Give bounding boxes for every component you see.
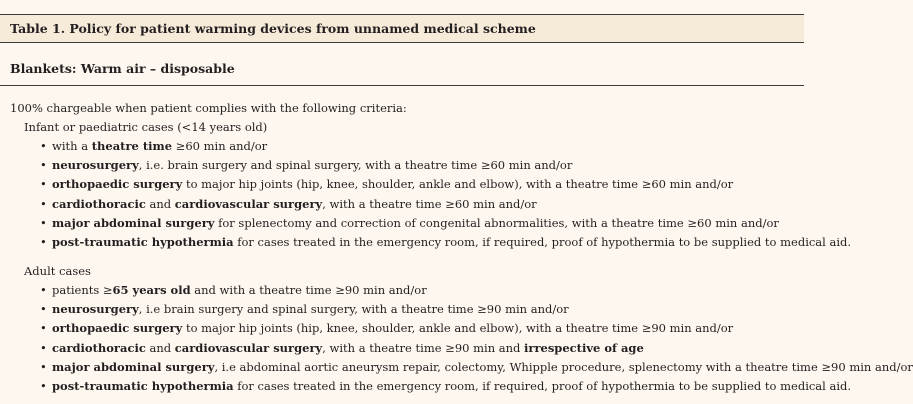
criteria-keyword: cardiovascular surgery	[174, 340, 323, 355]
adult-criteria-list	[0, 283, 913, 398]
paediatric-criteria-list	[0, 139, 851, 254]
table-title-bar	[0, 14, 804, 43]
bullet-icon: •	[40, 359, 47, 374]
bullet-icon: •	[40, 234, 47, 249]
criteria-text: for splenectomy and correction of congenital abnormalities, with a theatre time ≥60 min and/or	[214, 215, 779, 230]
group-heading-adult: Adult cases	[24, 264, 91, 278]
criteria-item	[0, 177, 851, 196]
bullet-icon: •	[40, 177, 47, 192]
bullet-icon: •	[40, 283, 47, 297]
bullet-icon: •	[40, 378, 47, 393]
criteria-keyword: cardiovascular surgery	[174, 196, 323, 211]
criteria-keyword: 65 years old	[112, 283, 191, 297]
criteria-item	[0, 139, 851, 158]
criteria-item	[0, 341, 913, 360]
criteria-keyword: cardiothoracic	[52, 340, 146, 355]
group-heading-paediatric: Infant or paediatric cases (<14 years old)	[24, 120, 268, 134]
table-title: Table 1. Policy for patient warming devices from unnamed medical scheme	[10, 21, 536, 36]
criteria-keyword: orthopaedic surgery	[52, 177, 183, 192]
bullet-icon: •	[40, 196, 47, 211]
criteria-keyword: neurosurgery	[52, 158, 139, 173]
section-heading: Blankets: Warm air – disposable	[10, 61, 235, 76]
bullet-icon: •	[40, 321, 47, 336]
criteria-item	[0, 235, 851, 254]
criteria-text: patients ≥	[52, 283, 113, 297]
criteria-text: for cases treated in the emergency room, if required, proof of hypothermia to be supplied to medical aid.	[233, 378, 852, 393]
criteria-text: , i.e. brain surgery and spinal surgery, with a theatre time ≥60 min and/or	[138, 158, 573, 173]
criteria-keyword: post-traumatic hypothermia	[52, 234, 234, 249]
section-divider	[0, 85, 804, 86]
criteria-keyword: theatre time	[91, 139, 173, 153]
criteria-text: ≥60 min and/or	[172, 139, 268, 153]
criteria-item	[0, 321, 913, 340]
criteria-keyword: cardiothoracic	[52, 196, 146, 211]
criteria-text: to major hip joints (hip, knee, shoulder, ankle and elbow), with a theatre time ≥90 min and/or	[182, 321, 734, 336]
criteria-text: , with a theatre time ≥60 min and/or	[322, 196, 537, 211]
criteria-keyword: post-traumatic hypothermia	[52, 378, 234, 393]
bullet-icon: •	[40, 215, 47, 230]
criteria-keyword: irrespective of age	[524, 340, 644, 355]
criteria-text: , i.e abdominal aortic aneurysm repair, colectomy, Whipple procedure, splenectomy with a theatre time ≥90 min and/or	[214, 359, 913, 374]
bullet-icon: •	[40, 158, 47, 173]
criteria-item	[0, 158, 851, 177]
criteria-keyword: neurosurgery	[52, 302, 139, 317]
criteria-keyword: major abdominal surgery	[52, 359, 215, 374]
bullet-icon: •	[40, 302, 47, 317]
criteria-keyword: major abdominal surgery	[52, 215, 215, 230]
criteria-item	[0, 216, 851, 235]
criteria-item	[0, 302, 913, 321]
criteria-text: for cases treated in the emergency room, if required, proof of hypothermia to be supplied to medical aid.	[233, 234, 852, 249]
bullet-icon: •	[40, 139, 47, 153]
criteria-text: and with a theatre time ≥90 min and/or	[190, 283, 427, 297]
criteria-text: , i.e brain surgery and spinal surgery, with a theatre time ≥90 min and/or	[138, 302, 569, 317]
criteria-item	[0, 360, 913, 379]
criteria-item	[0, 379, 913, 398]
criteria-keyword: orthopaedic surgery	[52, 321, 183, 336]
criteria-intro: 100% chargeable when patient complies with the following criteria:	[10, 101, 407, 115]
criteria-item	[0, 197, 851, 216]
criteria-item	[0, 283, 913, 302]
criteria-text: with a	[52, 139, 92, 153]
criteria-text: and	[145, 196, 175, 211]
bullet-icon: •	[40, 340, 47, 355]
criteria-text: and	[145, 340, 175, 355]
criteria-text: to major hip joints (hip, knee, shoulder, ankle and elbow), with a theatre time ≥60 min and/or	[182, 177, 734, 192]
criteria-text: , with a theatre time ≥90 min and	[322, 340, 525, 355]
